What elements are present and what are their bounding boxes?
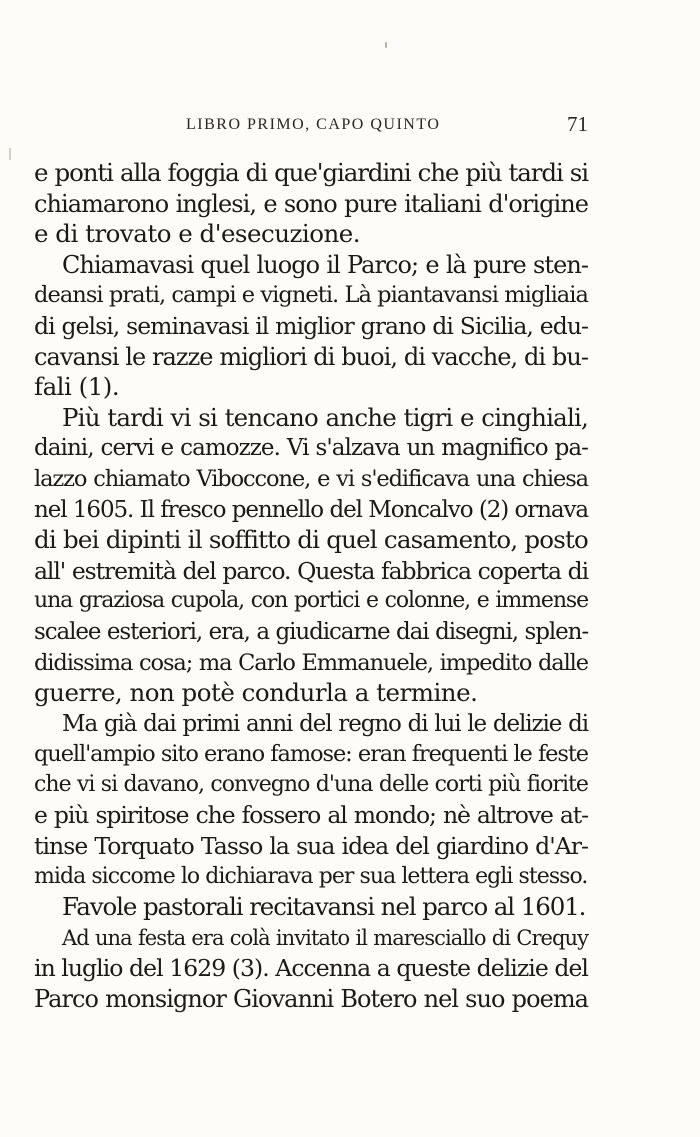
- page-number: 71: [567, 112, 588, 136]
- text-line: Ad una festa era colà invitato il maresciallo di Crequy: [62, 925, 588, 950]
- text-line: una graziosa cupola, con portici e colonne, e immense: [34, 588, 588, 614]
- text-line: quell'ampio sito erano famose: eran frequenti le feste: [34, 741, 588, 768]
- text-line: Chiamavasi quel luogo il Parco; e là pure sten-: [62, 250, 588, 279]
- text-line: lazzo chiamato Viboccone, e vi s'edificava una chiesa: [34, 465, 588, 492]
- text-line: e ponti alla foggia di que'giardini che più tardi si: [34, 158, 588, 187]
- text-line: guerre, non potè condurla a termine.: [34, 678, 478, 708]
- text-line: daini, cervi e camozze. Vi s'alzava un magnifico pa-: [34, 435, 588, 462]
- text-line: che vi si davano, convegno d'una delle corti più fiorite: [34, 771, 588, 797]
- text-line: all' estremità del parco. Questa fabbrica coperta di: [34, 556, 588, 585]
- running-head: LIBRO PRIMO, CAPO QUINTO: [186, 116, 441, 133]
- text-line: Favole pastorali recitavansi nel parco al 1601.: [62, 892, 586, 922]
- text-line: chiamarono inglesi, e sono pure italiani d'origine: [34, 189, 588, 218]
- text-line: tinse Torquato Tasso la sua idea del giardino d'Ar-: [34, 832, 588, 861]
- margin-mark: [9, 148, 11, 160]
- text-line: di bei dipinti il soffitto di quel casamento, posto: [34, 525, 588, 555]
- text-line: nel 1605. Il fresco pennello del Moncalvo (2) ornava: [34, 496, 588, 523]
- text-line: Più tardi vi si tencano anche tigri e cinghiali,: [62, 402, 588, 432]
- text-line: Ma già dai primi anni del regno di lui le delizie di: [62, 710, 588, 737]
- text-line: e di trovato e d'esecuzione.: [34, 219, 361, 249]
- text-line: didissima cosa; ma Carlo Emmanuele, impedito dalle: [34, 649, 588, 676]
- text-line: cavansi le razze migliori di buoi, di vacche, di bu-: [34, 342, 588, 371]
- text-line: di gelsi, seminavasi il miglior grano di Sicilia, edu-: [34, 311, 588, 340]
- text-line: in luglio del 1629 (3). Accenna a queste delizie del: [34, 954, 588, 983]
- body-text: [34, 158, 588, 1015]
- paper-speck: [385, 42, 387, 48]
- text-line: fali (1).: [34, 372, 120, 402]
- text-line: e più spiritose che fossero al mondo; nè altrove at-: [34, 801, 588, 830]
- text-line: Parco monsignor Giovanni Botero nel suo poema: [34, 985, 588, 1014]
- text-line: scalee esteriori, era, a giudicarne dai disegni, splen-: [34, 618, 588, 645]
- text-line: mida siccome lo dichiarava per sua lettera egli stesso.: [34, 863, 588, 889]
- text-line: deansi prati, campi e vigneti. Là piantavansi migliaia: [34, 282, 588, 309]
